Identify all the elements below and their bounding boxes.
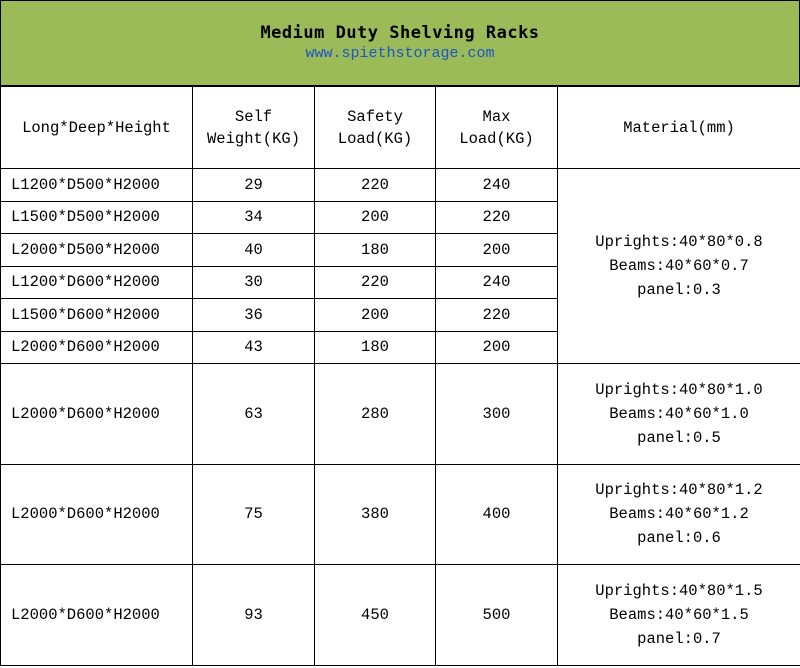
cell-safety-load: 220	[315, 266, 436, 299]
cell-safety-load: 220	[315, 169, 436, 202]
page-title: Medium Duty Shelving Racks	[260, 23, 540, 43]
cell-material: Uprights:40*80*0.8 Beams:40*60*0.7 panel:0.3	[558, 169, 800, 364]
website-url: www.spiethstorage.com	[305, 45, 495, 62]
cell-self-weight: 43	[193, 331, 315, 364]
cell-dims: L2000*D500*H2000	[1, 234, 193, 267]
cell-dims: L1200*D500*H2000	[1, 169, 193, 202]
cell-max-load: 400	[436, 464, 558, 565]
cell-material: Uprights:40*80*1.5 Beams:40*60*1.5 panel:0.7	[558, 565, 800, 666]
cell-self-weight: 93	[193, 565, 315, 666]
cell-max-load: 220	[436, 201, 558, 234]
cell-dims: L1500*D600*H2000	[1, 299, 193, 332]
cell-safety-load: 450	[315, 565, 436, 666]
cell-max-load: 500	[436, 565, 558, 666]
cell-max-load: 240	[436, 169, 558, 202]
header-safety-load: Safety Load(KG)	[315, 87, 436, 169]
cell-safety-load: 200	[315, 299, 436, 332]
cell-self-weight: 40	[193, 234, 315, 267]
cell-self-weight: 30	[193, 266, 315, 299]
cell-safety-load: 180	[315, 331, 436, 364]
header-dims: Long*Deep*Height	[1, 87, 193, 169]
cell-max-load: 220	[436, 299, 558, 332]
cell-dims: L2000*D600*H2000	[1, 565, 193, 666]
spec-table	[0, 86, 800, 666]
table-row	[1, 565, 800, 666]
cell-self-weight: 75	[193, 464, 315, 565]
header-material: Material(mm)	[558, 87, 800, 169]
cell-material: Uprights:40*80*1.2 Beams:40*60*1.2 panel:0.6	[558, 464, 800, 565]
cell-safety-load: 280	[315, 364, 436, 465]
cell-safety-load: 200	[315, 201, 436, 234]
cell-self-weight: 36	[193, 299, 315, 332]
table-row	[1, 464, 800, 565]
cell-safety-load: 380	[315, 464, 436, 565]
table-row	[1, 364, 800, 465]
cell-dims: L2000*D600*H2000	[1, 331, 193, 364]
table-row	[1, 169, 800, 202]
cell-dims: L2000*D600*H2000	[1, 364, 193, 465]
cell-material: Uprights:40*80*1.0 Beams:40*60*1.0 panel:0.5	[558, 364, 800, 465]
cell-self-weight: 34	[193, 201, 315, 234]
cell-dims: L2000*D600*H2000	[1, 464, 193, 565]
header-max-load: Max Load(KG)	[436, 87, 558, 169]
header-self-weight: Self Weight(KG)	[193, 87, 315, 169]
cell-safety-load: 180	[315, 234, 436, 267]
cell-max-load: 200	[436, 234, 558, 267]
cell-self-weight: 29	[193, 169, 315, 202]
cell-self-weight: 63	[193, 364, 315, 465]
cell-max-load: 240	[436, 266, 558, 299]
cell-dims: L1200*D600*H2000	[1, 266, 193, 299]
header-row	[1, 87, 800, 169]
cell-dims: L1500*D500*H2000	[1, 201, 193, 234]
cell-max-load: 300	[436, 364, 558, 465]
title-band	[0, 0, 800, 86]
cell-max-load: 200	[436, 331, 558, 364]
